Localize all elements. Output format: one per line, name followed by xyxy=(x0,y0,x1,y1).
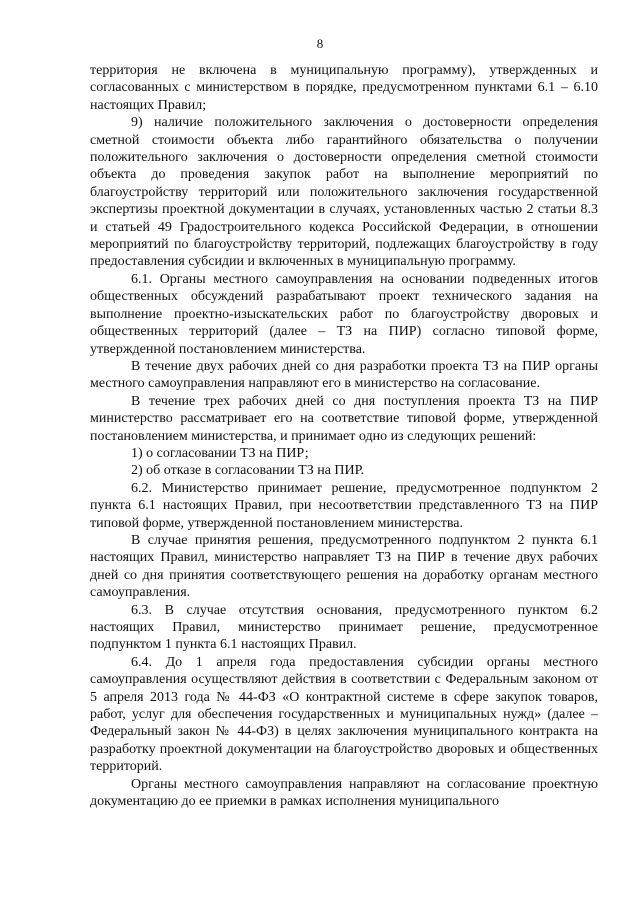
paragraph-two-days: В течение двух рабочих дней со дня разработки проекта ТЗ на ПИР органы местного самоуправления направляют его в министерство на согласование. xyxy=(90,358,598,392)
paragraph-6-2: 6.2. Министерство принимает решение, предусмотренное подпунктом 2 пункта 6.1 настоящих Правил, при несоответствии представленного ТЗ на ПИР типовой форме, утвержденной постановлением министерства. xyxy=(90,480,598,531)
list-item-1: 1) о согласовании ТЗ на ПИР; xyxy=(131,445,309,461)
paragraph-6-3: 6.3. В случае отсутствия основания, предусмотренного пунктом 6.2 настоящих Правил, министерство принимает решение, предусмотренное подпунктом 1 пункта 6.1 настоящих Правил. xyxy=(90,602,598,653)
paragraph-continuation: территория не включена в муниципальную программу), утвержденных и согласованных с министерством в порядке, предусмотренном пунктами 6.1 – 6.10 настоящих Правил; xyxy=(90,63,598,113)
page-number: 8 xyxy=(316,36,324,51)
paragraph-item-9: 9) наличие положительного заключения о достоверности определения сметной стоимости объекта либо гарантийного обязательства о получении положительного заключения о достоверности определения сметной стоимости объекта до проведения закупок работ на выполнение мероприятий по благоустройству территорий или положительного заключения государственной экспертизы проектной документации в случаях, установленных частью 2 статьи 8.3 и статьей 49 Градостроительного кодекса Российской Федерации, в отношении мероприятий по благоустройству территорий, подлежащих благоустройству в году предоставления субсидии и включенных в муниципальную программу. xyxy=(90,115,598,270)
paragraph-6-4-approval: Органы местного самоуправления направляют на согласование проектную документацию до ее приемки в рамках исполнения муниципального xyxy=(90,776,598,810)
paragraph-three-days: В течение трех рабочих дней со дня поступления проекта ТЗ на ПИР министерство рассматривает его на соответствие типовой форме, утвержденной постановлением министерства, и принимает одно из следующих решений: xyxy=(90,393,598,444)
list-item-2: 2) об отказе в согласовании ТЗ на ПИР. xyxy=(131,463,365,479)
paragraph-6-4: 6.4. До 1 апреля года предоставления субсидии органы местного самоуправления осуществляют действия в соответствии с Федеральным законом от 5 апреля 2013 года № 44-ФЗ «О контрактной системе в сфере закупок товаров, работ, услуг для обеспечения государственных и муниципальных нужд» (далее – Федеральный закон № 44-ФЗ) в целях заключения муниципального контракта на разработку проектной документации на благоустройство дворовых и общественных территорий. xyxy=(90,654,598,775)
paragraph-6-2-decision: В случае принятия решения, предусмотренного подпунктом 2 пункта 6.1 настоящих Правил, министерство направляет ТЗ на ПИР в течение двух рабочих дней со дня принятия соответствующего решения на доработку органам местного самоуправления. xyxy=(90,532,598,601)
document-body xyxy=(90,62,598,810)
paragraph-6-1: 6.1. Органы местного самоуправления на основании подведенных итогов общественных обсуждений разрабатывают проект технического задания на выполнение проектно-изыскательских работ по благоустройству дворовых и общественных территорий (далее – ТЗ на ПИР) согласно типовой форме, утвержденной постановлением министерства. xyxy=(90,271,598,357)
